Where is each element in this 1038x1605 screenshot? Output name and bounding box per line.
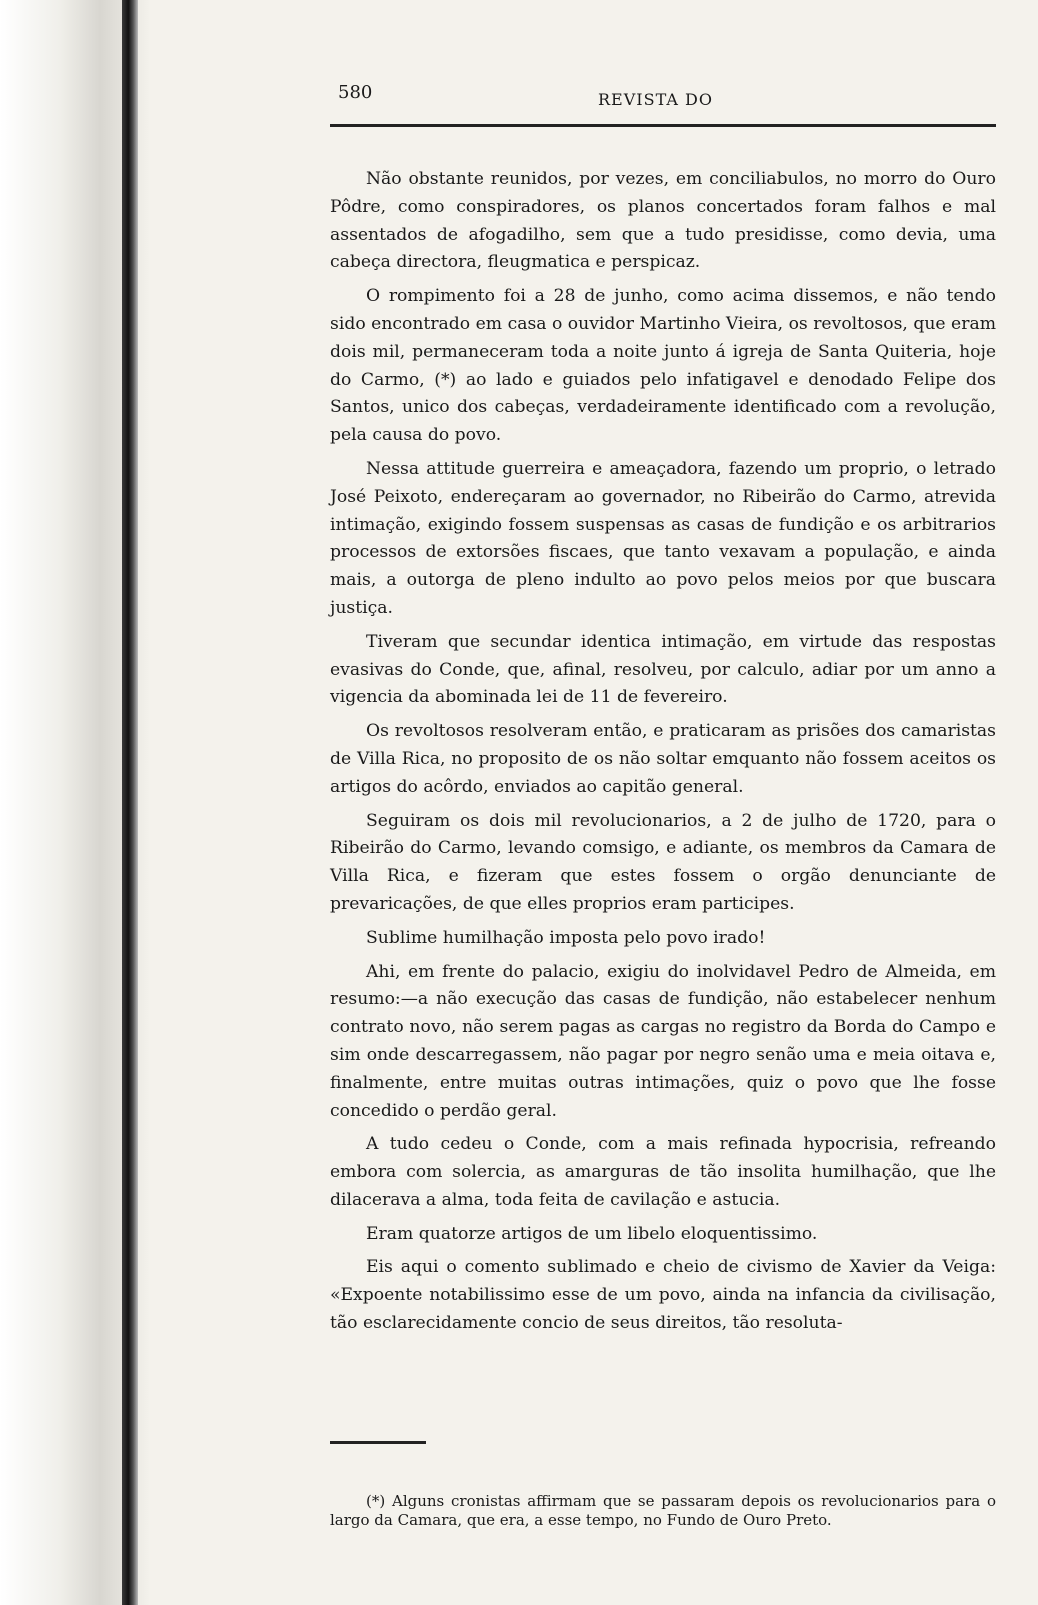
book-spine-shadow [122, 0, 138, 1605]
paragraph: Seguiram os dois mil revolucionarios, a 2 de julho de 1720, para o Ribeirão do Carmo, levando comsigo, e adiante, os membros da Camara de Villa Rica, e fizeram que estes fossem o orgão denunciante de prevaricações, de que elles proprios eram participes. [330, 810, 996, 914]
footnotes [330, 1492, 996, 1530]
header-rule [330, 124, 996, 127]
paragraph: Os revoltosos resolveram então, e praticaram as prisões dos camaristas de Villa Rica, no proposito de os não soltar emquanto não fossem aceitos os artigos do acôrdo, enviados ao capitão general. [330, 721, 996, 797]
paragraph: O rompimento foi a 28 de junho, como acima dissemos, e não tendo sido encontrado em casa o ouvidor Martinho Vieira, os revoltosos, que eram dois mil, permaneceram toda a noite junto á igreja de Santa Quiteria, hoje do Carmo, (*) ao lado e guiados pelo infatigavel e denodado Felipe dos Santos, unico dos cabeças, verdadeiramente identificado com a revolução, pela causa do povo. [330, 286, 996, 446]
book-page [330, 60, 996, 1590]
paragraph: Nessa attitude guerreira e ameaçadora, fazendo um proprio, o letrado José Peixoto, endereçaram ao governador, no Ribeirão do Carmo, atrevida intimação, exigindo fossem suspensas as casas de fundição e os arbitrarios processos de extorsões fiscaes, que tanto vexavam a população, e ainda mais, a outorga de pleno indulto ao povo pelos meios por que buscara justiça. [330, 458, 996, 618]
footnote-rule [330, 1441, 426, 1444]
paragraph: Eram quatorze artigos de um libelo eloquentissimo. [366, 1223, 818, 1244]
footnote: (*) Alguns cronistas affirmam que se passaram depois os revolucionarios para o largo da Camara, que era, a esse tempo, no Fundo de Ouro Preto. [330, 1492, 996, 1529]
body-text [330, 166, 996, 1344]
paragraph: Tiveram que secundar identica intimação, em virtude das respostas evasivas do Conde, que, afinal, resolveu, por calculo, adiar por um anno a vigencia da abominada lei de 11 de fevereiro. [330, 631, 996, 708]
paragraph: Eis aqui o comento sublimado e cheio de civismo de Xavier da Veiga: «Expoente notabilissimo esse de um povo, ainda na infancia da civilisação, tão esclarecidamente concio de seus direitos, tão resoluta- [330, 1257, 996, 1334]
paragraph: Sublime humilhação imposta pelo povo irado! [366, 927, 766, 948]
paragraph: A tudo cedeu o Conde, com a mais refinada hypocrisia, refreando embora com solercia, as amarguras de tão insolita humilhação, que lhe dilacerava a alma, toda feita de cavilação e astucia. [330, 1134, 996, 1210]
paragraph: Ahi, em frente do palacio, exigiu do inolvidavel Pedro de Almeida, em resumo:—a não execução das casas de fundição, não estabelecer nenhum contrato novo, não serem pagas as cargas no registro da Borda do Campo e sim onde descarregassem, não pagar por negro senão uma e meia oitava e, finalmente, entre muitas outras intimações, quiz o povo que lhe fosse concedido o perdão geral. [330, 961, 996, 1121]
page-header [330, 60, 996, 116]
running-title: REVISTA DO [598, 90, 713, 109]
page-number: 580 [338, 82, 373, 103]
paragraph: Não obstante reunidos, por vezes, em conciliabulos, no morro do Ouro Pôdre, como conspiradores, os planos concertados foram falhos e mal assentados de afogadilho, sem que a tudo presidisse, como devia, uma cabeça directora, fleugmatica e perspicaz. [330, 169, 996, 273]
